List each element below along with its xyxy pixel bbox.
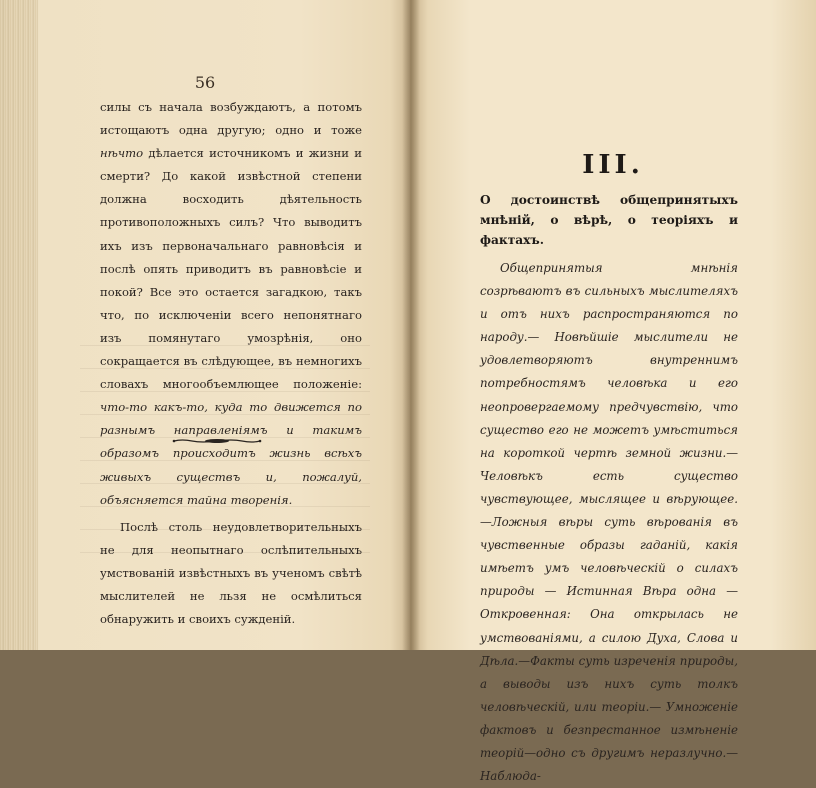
text-run: дѣлается источникомъ и жизни и смерти? До какой извѣстной степени должна восходить дѣятельность противоположныхъ силъ? Что выводитъ ихъ изъ первоначальнаго равновѣсія и послѣ опять приводитъ въ равновѣсіе и покой? Все это остается загадкою, такъ что, по исключеніи всего непонятнаго изъ помянутаго умозрѣнія, оно сокращается въ слѣдующее, въ немногихъ словахъ многообъемлющее положеніе: xyxy=(100,146,362,392)
chapter-number: III. xyxy=(582,150,644,180)
text-run: силы съ начала возбуждаютъ, а потомъ истощаютъ одна другую; одно и тоже xyxy=(100,100,362,138)
left-page-text xyxy=(100,96,362,631)
page-edges xyxy=(0,0,38,650)
page-number: 56 xyxy=(194,73,216,92)
italic-run: нѣчто xyxy=(100,146,144,161)
paragraph xyxy=(100,96,362,512)
paragraph: Общепринятыя мнѣнія созрѣваютъ въ сильныхъ мыслителяхъ и отъ нихъ распространяются по народу.— Новѣйшіе мыслители не удовлетворяютъ внутреннимъ потребностямъ человѣка и его неопровергаемому предчувствію, что существо его не можетъ умѣститься на короткой чертѣ земной жизни.—Человѣкъ есть существо чувствующее, мыслящее и вѣрующее. —Ложныя вѣры суть вѣрованія въ чувственные образы гаданій, какія имѣетъ умъ человѣческій о силахъ природы — Истинная Вѣра одна —Откровенная: Она открылась не умствованіями, а силою Духа, Слова и Дѣла.—Факты суть изреченія природы, а выводы изъ нихъ суть толкъ человѣческій, или теоріи.— Умноженіе фактовъ и безпрестанное измѣненіе теорій—одно съ другимъ неразлучно.—Наблюда- xyxy=(480,261,738,784)
right-page-text xyxy=(480,257,738,788)
chapter-title: О достоинствѣ общепринятыхъ мнѣній, о вѣрѣ, о теоріяхъ и фактахъ. xyxy=(480,193,738,247)
paragraph: Послѣ столь неудовлетворительныхъ не для неопытнаго ослѣпительныхъ умствованій извѣстныхъ въ ученомъ свѣтѣ мыслителей не льзя не осмѣлиться обнаружить и своихъ сужденій. xyxy=(100,519,362,627)
left-page xyxy=(0,0,410,650)
italic-run: что-то какъ-то, куда то движется по разнымъ направленіямъ и такимъ образомъ происходитъ жизнь всѣхъ живыхъ существъ и, пожалуй, объясняется тайна творенія. xyxy=(100,400,362,507)
ornament-rule xyxy=(172,436,262,446)
gutter-shadow xyxy=(402,0,420,650)
